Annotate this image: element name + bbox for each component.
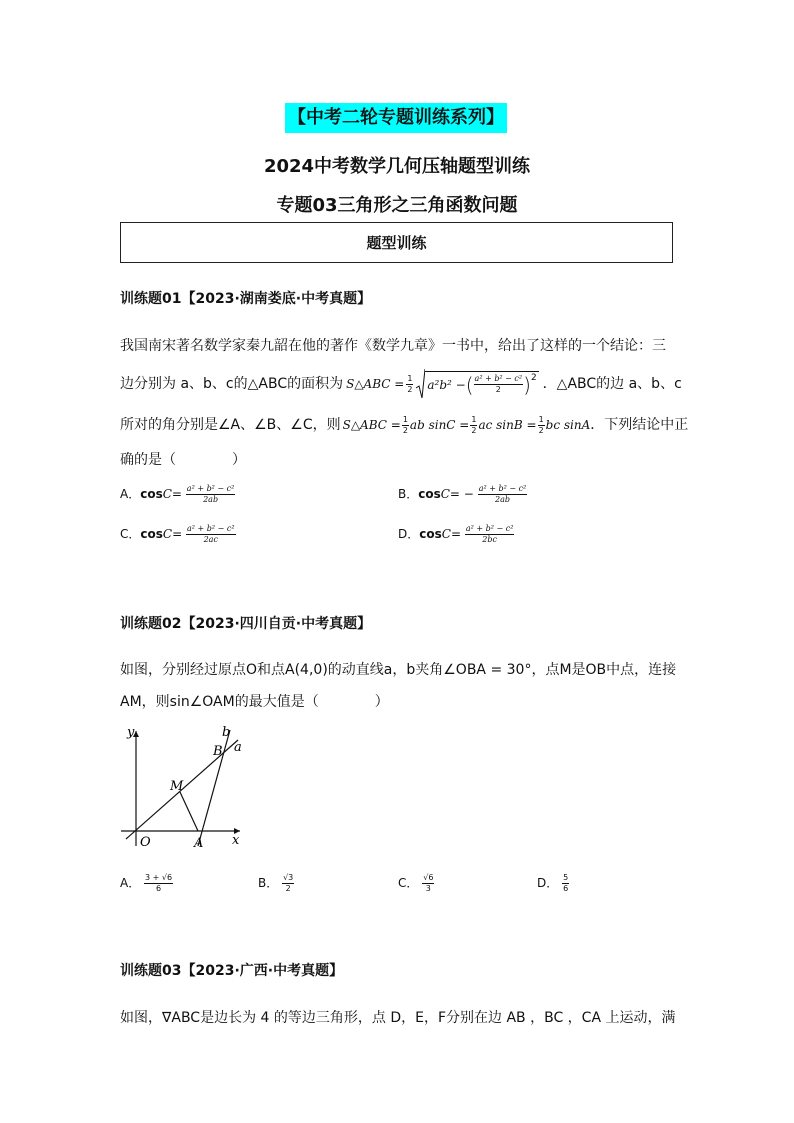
s-half-3 [538,415,545,436]
option-frac [144,873,173,894]
paren-right: ) [523,372,531,397]
option-func: cos [419,527,442,541]
option-var: C [162,487,172,501]
q1-line2-tail: ．△ABC的边 a、b、c [542,376,682,392]
q2-figure [118,724,258,854]
q2-heading: 训练题02【2023·四川自贡·中考真题】 [120,616,372,632]
half-den: 2 [407,384,413,394]
half-num: 1 [407,373,413,383]
option-den: 3 [425,884,431,893]
option-func: cos [418,487,441,501]
option-den: 6 [563,884,569,893]
option-label: A． [120,876,141,890]
q1-line2 [120,367,682,401]
option-num: a² + b² − c² [186,484,235,493]
option-sign: = − [449,487,474,501]
series-banner: 【中考二轮专题训练系列】 [285,103,507,133]
q1-line3-tail: ．下列结论中正 [590,417,689,433]
option-den: 2ac [203,535,218,544]
label-o: O [140,835,151,850]
s-term-3: bc sinA [545,418,591,432]
inner-num: a² + b² − c² [474,374,523,383]
option-label: C． [120,527,141,541]
section-box [120,222,673,263]
s-formula-lhs: S△ABC = [342,418,401,432]
s-half-1 [402,415,409,436]
option-num: a² + b² − c² [186,524,235,533]
option-func: cos [140,527,163,541]
sqrt-content [425,371,538,395]
option-den: 2bc [482,535,497,544]
option-num: a² + b² − c² [478,484,527,493]
q2-option-b[interactable] [258,873,294,894]
sqrt-term: a²b² − [427,377,466,392]
option-var: C [440,487,450,501]
option-frac [465,524,515,545]
option-label: D． [537,876,559,890]
q3-heading: 训练题03【2023·广西·中考真题】 [120,963,344,979]
q1-line4: 确的是（ ） [120,452,246,468]
q1-option-d[interactable] [398,524,514,545]
q1-option-c[interactable] [120,524,236,545]
q1-line1: 我国南宋著名数学家秦九韶在他的著作《数学九章》一书中，给出了这样的一个结论：三 [120,338,666,354]
label-line-a: a [234,740,242,755]
option-frac [282,873,294,894]
document-subtitle: 专题03三角形之三角函数问题 [276,195,518,216]
option-label: A． [120,487,141,501]
q3-line1: 如图，∇ABC是边长为 4 的等边三角形，点 D，E，F分别在边 AB ，BC ，CA 上运动，满 [120,1010,676,1026]
s-term-1: ab sinC = [409,418,470,432]
option-num: a² + b² − c² [465,524,514,533]
q1-option-b[interactable] [398,484,527,505]
s-half-2 [470,415,477,436]
option-var: C [441,527,451,541]
option-func: cos [140,487,163,501]
option-label: B． [398,487,419,501]
option-den: 2 [285,884,291,893]
exponent: 2 [530,372,537,383]
label-line-b: b [222,725,231,740]
q1-line2-text: 边分别为 a、b、c的△ABC的面积为 [120,376,344,392]
document-title: 2024中考数学几何压轴题型训练 [263,156,531,177]
inner-den: 2 [495,385,501,394]
paren-left: ( [465,372,474,397]
option-num: 5 [563,873,569,882]
option-label: C． [398,876,419,890]
q2-option-d[interactable] [537,873,569,894]
s-half-1-den: 2 [402,425,408,435]
q2-option-c[interactable] [398,873,434,894]
q1-line3-text: 所对的角分别是∠A、∠B、∠C，则 [120,417,341,433]
s-half-2-den: 2 [471,425,477,435]
option-label: D． [398,527,420,541]
area-formula-lhs: S△ABC = [346,377,405,391]
label-y: y [127,725,135,740]
option-frac [186,524,236,545]
s-term-2: ac sinB = [478,418,537,432]
q1-line3 [120,413,688,437]
label-m: M [170,779,184,794]
option-frac [186,484,236,505]
option-label: B． [258,876,279,890]
label-x: x [232,833,240,848]
s-half-3-num: 1 [538,414,544,424]
option-frac [478,484,528,505]
option-num: √3 [283,873,294,882]
option-sign: = [450,527,461,541]
option-den: 6 [156,884,162,893]
option-den: 2ab [494,495,510,504]
option-sign: = [172,527,183,541]
s-half-1-num: 1 [402,414,408,424]
q1-heading: 训练题01【2023·湖南娄底·中考真题】 [120,291,372,307]
area-half-frac [406,374,413,395]
segment-am [180,792,198,831]
label-b-point: B [213,744,223,759]
q2-line2: AM，则sin∠OAM的最大值是（ ） [120,694,389,710]
label-a-point: A [194,836,204,851]
sqrt-sign-icon [415,368,425,400]
s-half-2-num: 1 [471,414,477,424]
option-num: √6 [423,873,434,882]
q1-option-a[interactable] [120,484,235,505]
option-sign: = [171,487,182,501]
option-var: C [162,527,173,541]
section-box-label: 题型训练 [366,234,427,252]
option-frac [562,873,569,894]
inner-frac [474,374,524,395]
q2-line1: 如图，分别经过原点O和点A(4,0)的动直线a，b夹角∠OBA = 30°，点M是OB中点，连接 [120,662,677,678]
option-num: 3 + √6 [145,873,173,882]
q2-option-a[interactable] [120,873,173,894]
option-frac [422,873,434,894]
s-half-3-den: 2 [538,425,544,435]
option-den: 2ab [203,495,219,504]
